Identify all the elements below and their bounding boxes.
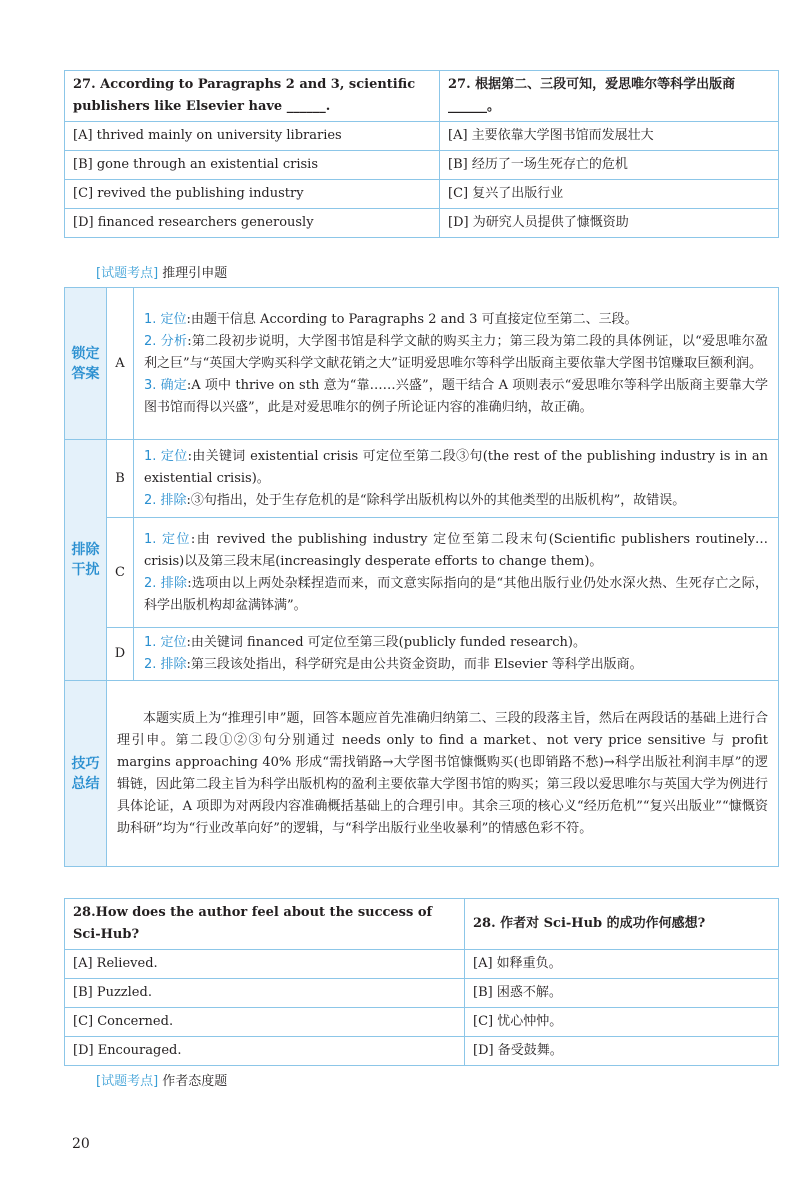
test-point-label: [试题考点] <box>96 266 159 281</box>
c-line-1: 1. 定位:由 revived the publishing industry 定位至第二段末句(Scientific publishers routinely…crisis)以及第三段末尾(increasingly desperate efforts to change them)。 <box>144 531 769 569</box>
analysis-table <box>64 287 779 867</box>
q28-option-b-zh: [B] 困惑不解。 <box>465 979 779 1008</box>
page-number: 20 <box>72 1136 90 1152</box>
option-c-letter: C <box>107 518 134 628</box>
skill-summary-key: 技巧总结 <box>65 681 107 867</box>
q27-test-point <box>96 262 227 281</box>
q28-option-b-en: [B] Puzzled. <box>65 979 465 1008</box>
option-d-letter: D <box>107 628 134 681</box>
skill-summary-body <box>107 681 779 867</box>
q28-test-point <box>96 1070 227 1089</box>
q27-option-b-zh: [B] 经历了一场生死存亡的危机 <box>440 151 779 180</box>
option-b-letter: B <box>107 440 134 518</box>
q28-option-d-zh: [D] 备受鼓舞。 <box>465 1037 779 1066</box>
question-28-table <box>64 898 779 1066</box>
q28-option-c-en: [C] Concerned. <box>65 1008 465 1037</box>
d-line-1: 1. 定位:由关键词 financed 可定位至第三段(publicly funded research)。 <box>144 635 586 650</box>
d-line-2: 2. 排除:第三段该处指出，科学研究是由公共资金资助，而非 Elsevier 等科学出版商。 <box>144 657 643 672</box>
q27-option-a-zh: [A] 主要依靠大学图书馆而发展壮大 <box>440 122 779 151</box>
q27-option-d-zh: [D] 为研究人员提供了慷慨资助 <box>440 209 779 238</box>
q27-option-d-en: [D] financed researchers generously <box>65 209 440 238</box>
q27-option-b-en: [B] gone through an existential crisis <box>65 151 440 180</box>
lock-line-1: 1. 定位:由题干信息 According to Paragraphs 2 and 3 可直接定位至第二、三段。 <box>144 311 638 327</box>
summary-text: 本题实质上为“推理引申”题，回答本题应首先准确归纳第二、三段的段落主旨，然后在两段话的基础上进行合理引申。第二段①②③句分别通过 needs only to find a market、not very price sensitive 与 profit margins approaching 40% 形成“需找销路→大学图书馆慷慨购买(也即销路不愁)→科学出版社利润丰厚”的逻辑链，因此第二段主旨为科学出版机构的盈利主要依靠大学图书馆的购买；第三段以爱思唯尔与英国大学为例进行具体论证，A 项即为对两段内容准确概括基础上的合理引申。其余三项的核心义“经历危机”“复兴出版业”“慷慨资助科研”均为“行业改革向好”的逻辑，与“科学出版行业坐收暴利”的情感色彩不符。 <box>117 710 768 836</box>
q28-zh-question: 28. 作者对 Sci-Hub 的成功作何感想? <box>465 899 779 950</box>
q27-en-question: 27. According to Paragraphs 2 and 3, scientific publishers like Elsevier have ______. <box>65 71 440 122</box>
option-d-analysis <box>134 628 779 681</box>
b-line-1: 1. 定位:由关键词 existential crisis 可定位至第二段③句(the rest of the publishing industry is in an existential crisis)。 <box>144 448 768 486</box>
lock-answer-key: 锁定答案 <box>65 288 107 440</box>
test-point-value: 作者态度题 <box>162 1074 228 1089</box>
q27-option-a-en: [A] thrived mainly on university libraries <box>65 122 440 151</box>
q27-zh-question: 27. 根据第二、三段可知，爱思唯尔等科学出版商______。 <box>440 71 779 122</box>
exclude-distractor-key: 排除干扰 <box>65 440 107 681</box>
q27-option-c-en: [C] revived the publishing industry <box>65 180 440 209</box>
q28-option-d-en: [D] Encouraged. <box>65 1037 465 1066</box>
option-b-analysis <box>134 440 779 518</box>
option-c-analysis <box>134 518 779 628</box>
b-line-2: 2. 排除:③句指出，处于生存危机的是“除科学出版机构以外的其他类型的出版机构”，故错误。 <box>144 492 686 508</box>
lock-line-2: 2. 分析:第二段初步说明，大学图书馆是科学文献的购买主力；第三段为第二段的具体例证，以“爱思唯尔盈利之巨”与“英国大学购买科学文献花销之大”证明爱思唯尔等科学出版商主要依靠大学图书馆赚取巨额利润。 <box>144 333 768 371</box>
lock-answer-body <box>134 288 779 440</box>
c-line-2: 2. 排除:选项由以上两处杂糅捏造而来，而文意实际指向的是“其他出版行业仍处水深火热、生死存亡之际，科学出版机构却盆满钵满”。 <box>144 575 768 613</box>
lock-line-3: 3. 确定:A 项中 thrive on sth 意为“靠……兴盛”，题干结合 A 项则表示“爱思唯尔等科学出版商主要靠大学图书馆而得以兴盛”，此是对爱思唯尔的例子所论证内容的准确归纳，故正确。 <box>144 377 768 415</box>
q28-option-a-en: [A] Relieved. <box>65 950 465 979</box>
q28-en-question: 28.How does the author feel about the success of Sci-Hub? <box>65 899 465 950</box>
q27-option-c-zh: [C] 复兴了出版行业 <box>440 180 779 209</box>
q28-option-c-zh: [C] 忧心忡忡。 <box>465 1008 779 1037</box>
test-point-value: 推理引申题 <box>162 266 228 281</box>
q28-option-a-zh: [A] 如释重负。 <box>465 950 779 979</box>
test-point-label: [试题考点] <box>96 1074 159 1089</box>
lock-answer-letter: A <box>107 288 134 440</box>
question-27-table <box>64 70 779 238</box>
